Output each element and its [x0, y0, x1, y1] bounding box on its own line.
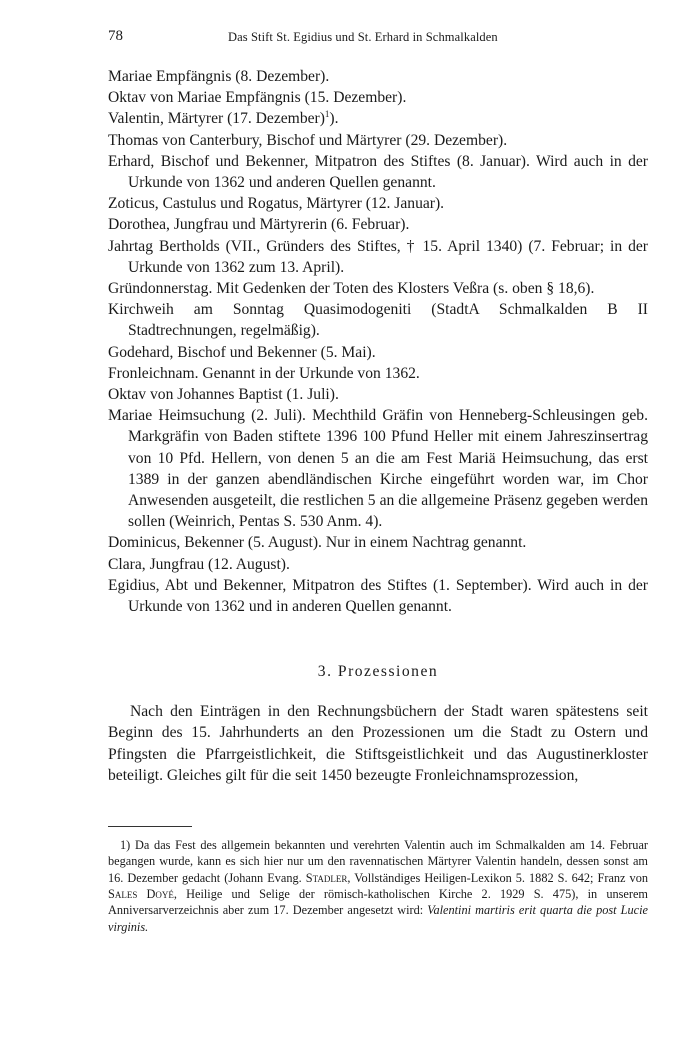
footnote-author: Sales Doyé — [108, 886, 174, 901]
footnote-text: , Vollständiges Heiligen-Lexikon 5. 1882 S. 642; Franz von — [347, 870, 648, 885]
footnote-text: , Heilige und Selige der römisch-katholischen Kirche 2. 1929 S. 475), in unserem Anniversarverzeichnis aber zum 17. Dezember angesetzt wird: — [108, 886, 648, 918]
list-item: Godehard, Bischof und Bekenner (5. Mai). — [108, 343, 376, 361]
footnote-author: Stadler — [305, 870, 348, 885]
list-item: Clara, Jungfrau (12. August). — [108, 555, 290, 573]
footnote — [108, 837, 648, 935]
section-heading: 3. Prozessionen — [317, 663, 439, 681]
running-title: Das Stift St. Egidius und St. Erhard in Schmalkalden — [228, 30, 498, 44]
footnote-marker: 1) — [120, 838, 131, 853]
list-item: Dominicus, Bekenner (5. August). Nur in einem Nachtrag genannt. — [108, 534, 527, 552]
list-item: Thomas von Canterbury, Bischof und Märtyrer (29. Dezember). — [108, 131, 508, 149]
footnote-text: Da das Fest des allgemein bekannten und verehrten Valentin auch im Schmalkalden am 14. Februar begangen wurde, kann es sich hier nur um den ravennatischen Märtyrer Valentin handeln, dessen sonst am 16. Dezember gedacht (Johann Evang. — [108, 838, 648, 885]
list-item: Fronleichnam. Genannt in der Urkunde von 1362. — [108, 364, 420, 382]
list-item: Gründonnerstag. Mit Gedenken der Toten des Klosters Veßra (s. oben § 18,6). — [108, 280, 595, 298]
list-item: Mariae Empfängnis (8. Dezember). — [108, 68, 330, 85]
list-item — [108, 108, 648, 129]
list-item: Jahrtag Bertholds (VII., Gründers des Stiftes, † 15. April 1340) (7. Februar; in der Urkunde von 1362 zum 13. April). — [108, 237, 648, 276]
page — [108, 28, 648, 947]
page-header — [108, 28, 648, 50]
footnote-divider — [108, 826, 192, 827]
list-item: Egidius, Abt und Bekenner, Mitpatron des Stiftes (1. September). Wird auch in der Urkunde von 1362 und in anderen Quellen genannt. — [108, 576, 648, 616]
list-item: Dorothea, Jungfrau und Märtyrerin (6. Februar). — [108, 216, 410, 234]
list-item: Mariae Heimsuchung (2. Juli). Mechthild Gräfin von Henneberg-Schleusingen geb. Markgräfin von Baden stiftete 1396 100 Pfund Heller mit einem Jahreszinsertrag von 10 Pfd. Hellern, von denen 5 an die am Fest Mariä Heimsuchung, das erst 1389 in der ganzen abendländischen Kirche eingeführt worden war, im Chor Anwesenden ausgeteilt, die restlichen 5 an die allgemeine Präsenz gegeben werden sollen (Weinrich, Pentas S. 530 Anm. 4). — [108, 407, 648, 531]
page-number: 78 — [108, 28, 123, 44]
entry-text: Valentin, Märtyrer (17. Dezember) — [108, 110, 325, 128]
list-item: Oktav von Johannes Baptist (1. Juli). — [108, 386, 339, 404]
feast-list — [108, 66, 648, 617]
body-paragraph: Nach den Einträgen in den Rechnungsbüchern der Stadt waren spätestens seit Beginn des 15. Jahrhunderts an den Prozessionen um die Stadt zu Ostern und Pfingsten die Pfarrgeistlichkeit, die Stiftsgeistlichkeit und das Augustinerkloster beteiligt. Gleiches gilt für die seit 1450 bezeugte Fronleichnamsprozession, — [108, 703, 648, 784]
footnote-ref[interactable]: 1 — [324, 109, 330, 120]
list-item: Oktav von Mariae Empfängnis (15. Dezember). — [108, 89, 407, 107]
list-item: Erhard, Bischof und Bekenner, Mitpatron des Stiftes (8. Januar). Wird auch in der Urkunde von 1362 und anderen Quellen genannt. — [108, 152, 648, 192]
footnote-quote: Valentini martiris erit quarta die post Lucie virginis. — [108, 903, 648, 934]
list-item: Zoticus, Castulus und Rogatus, Märtyrer (12. Januar). — [108, 195, 445, 213]
list-item: Kirchweih am Sonntag Quasimodogeniti (StadtA Schmalkalden B II Stadtrechnungen, regelmäßig). — [108, 301, 648, 340]
entry-tail: ). — [329, 110, 339, 128]
